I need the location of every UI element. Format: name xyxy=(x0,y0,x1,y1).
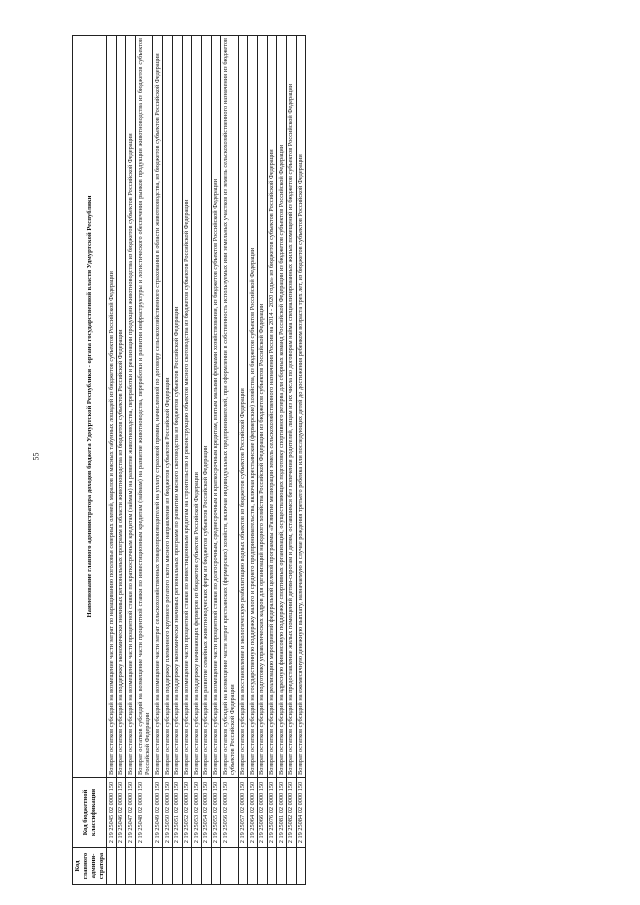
admin-code-cell xyxy=(182,848,192,885)
table-row xyxy=(153,36,163,885)
table-row xyxy=(201,36,211,885)
budget-code-cell: 2 19 25056 02 0000 150 xyxy=(221,778,238,848)
name-cell: Возврат остатков субсидий на реализацию мероприятий федеральной целевой программы «Развитие мелиорации земель сельскохозяйственного назначения России на 2014 - 2020 годы» из бюджетов субъектов Российской Федерации xyxy=(267,36,277,778)
name-cell: Возврат остатков субсидий на возмещение части затрат по наращиванию поголовья северных оленей, маралов и мясных табунных лошадей из бюджетов субъектов Российской Федерации xyxy=(107,36,117,778)
admin-code-cell xyxy=(136,848,153,885)
table-row xyxy=(136,36,153,885)
table-header-row xyxy=(73,36,107,885)
admin-code-cell xyxy=(277,848,287,885)
table-row xyxy=(172,36,182,885)
rotated-page-content xyxy=(72,35,602,885)
budget-code-cell: 2 19 25051 02 0000 150 xyxy=(172,778,182,848)
budget-code-cell: 2 19 25055 02 0000 150 xyxy=(211,778,221,848)
budget-code-cell: 2 19 25076 02 0000 150 xyxy=(267,778,277,848)
name-cell: Возврат остатков субсидий на адресную финансовую поддержку спортивных организаций, осуществляющих подготовку спортивного резерва для сборных команд Российской Федерации из бюджетов субъектов Российской Федерации xyxy=(277,36,287,778)
budget-code-cell: 2 19 25045 02 0000 150 xyxy=(107,778,117,848)
name-cell: Возврат остатков субсидий на подготовку управленческих кадров для организаций народного хозяйства Российской Федерации из бюджетов субъектов Российской Федерации xyxy=(257,36,267,778)
admin-code-cell xyxy=(116,848,126,885)
admin-code-cell xyxy=(211,848,221,885)
table-row xyxy=(221,36,238,885)
admin-code-cell xyxy=(221,848,238,885)
page-number: 55 xyxy=(31,452,41,461)
table-row xyxy=(286,36,296,885)
name-cell: Возврат остатков субсидий на предоставление жилых помещений детям-сиротам и детям, оставшимся без попечения родителей, лицам из их числа по договорам найма специализированных жилых помещений из бюджетов субъектов Российской Федерации xyxy=(286,36,296,778)
admin-code-cell xyxy=(201,848,211,885)
name-cell: Возврат остатков субсидий на государственную поддержку малого и среднего предпринимательства, включая крестьянские (фермерские) хозяйства, из бюджетов субъектов Российской Федерации xyxy=(248,36,258,778)
admin-code-cell xyxy=(172,848,182,885)
table-row xyxy=(238,36,248,885)
budget-code-cell: 2 19 25049 02 0000 150 xyxy=(153,778,163,848)
admin-code-cell xyxy=(192,848,202,885)
admin-code-cell xyxy=(126,848,136,885)
admin-code-cell xyxy=(238,848,248,885)
table-row xyxy=(182,36,192,885)
budget-code-cell: 2 19 25066 02 0000 150 xyxy=(257,778,267,848)
table-row xyxy=(192,36,202,885)
budget-code-cell: 2 19 25064 02 0000 150 xyxy=(248,778,258,848)
name-cell: Возврат остатков субсидий на восстановление и экологическую реабилитацию водных объектов из бюджетов субъектов Российской Федерации xyxy=(238,36,248,778)
table-row xyxy=(248,36,258,885)
budget-code-cell: 2 19 25081 02 0000 150 xyxy=(277,778,287,848)
name-cell: Возврат остатков субсидий на возмещение части затрат сельскохозяйственных товаропроизводителей на уплату страховой премии, начисленной по договору сельскохозяйственного страхования в области животноводства, из бюджетов субъектов Российской Федерации xyxy=(153,36,163,778)
table-row xyxy=(126,36,136,885)
budget-code-cell: 2 19 25048 02 0000 150 xyxy=(136,778,153,848)
header-name: Наименование главного администратора доходов бюджета Удмуртской Республики - органа государственной власти Удмуртской Республики xyxy=(73,36,107,778)
table-row xyxy=(296,36,306,885)
table-row xyxy=(267,36,277,885)
budget-code-cell: 2 19 25052 02 0000 150 xyxy=(182,778,192,848)
budget-code-cell: 2 19 25084 02 0000 150 xyxy=(296,778,306,848)
admin-code-cell xyxy=(257,848,267,885)
name-cell: Возврат остатков субсидий на возмещение части процентной ставки по долгосрочным, среднесрочным и краткосрочным кредитам, взятым малыми формами хозяйствования, из бюджетов субъектов Российской Федерации xyxy=(211,36,221,778)
budget-code-cell: 2 19 25053 02 0000 150 xyxy=(192,778,202,848)
admin-code-cell xyxy=(107,848,117,885)
budget-code-cell: 2 19 25046 02 0000 150 xyxy=(116,778,126,848)
budget-code-cell: 2 19 25057 02 0000 150 xyxy=(238,778,248,848)
name-cell: Возврат остатков субсидий на поддержку экономически значимых региональных программ по развитию мясного скотоводства из бюджетов субъектов Российской Федерации xyxy=(172,36,182,778)
admin-code-cell xyxy=(296,848,306,885)
revenue-codes-table xyxy=(72,35,306,885)
admin-code-cell xyxy=(163,848,173,885)
name-cell: Возврат остатков субсидий на ежемесячную денежную выплату, назначаемую в случае рождения третьего ребенка или последующих детей до достижения ребенком возраста трех лет, из бюджетов субъектов Российской Федерации xyxy=(296,36,306,778)
budget-code-cell: 2 19 25047 02 0000 150 xyxy=(126,778,136,848)
admin-code-cell xyxy=(286,848,296,885)
header-admin-code: Код главного админи-стратора xyxy=(73,848,107,885)
name-cell: Возврат остатков субсидий на поддержку экономически значимых региональных программ в области животноводства из бюджетов субъектов Российской Федерации xyxy=(116,36,126,778)
admin-code-cell xyxy=(267,848,277,885)
table-row xyxy=(211,36,221,885)
name-cell: Возврат остатков субсидий на возмещение части процентной ставки по инвестиционным кредитам (займам) на развитие животноводства, переработки и развития инфраструктуры и логистического обеспечения рынков продукции животноводства из бюджетов субъектов Российской Федерации xyxy=(136,36,153,778)
name-cell: Возврат остатков субсидий на развитие семейных животноводческих ферм из бюджетов субъектов Российской Федерации xyxy=(201,36,211,778)
name-cell: Возврат остатков субсидий на возмещение части процентной ставки по инвестиционным кредитам на строительство и реконструкцию объектов мясного скотоводства из бюджетов субъектов Российской Федерации xyxy=(182,36,192,778)
table-row xyxy=(277,36,287,885)
table-row xyxy=(107,36,117,885)
header-budget-code: Код бюджетной классификации xyxy=(73,778,107,848)
budget-code-cell: 2 19 25054 02 0000 150 xyxy=(201,778,211,848)
name-cell: Возврат остатков субсидий на поддержку начинающих фермеров из бюджетов субъектов Российской Федерации xyxy=(192,36,202,778)
name-cell: Возврат остатков субсидий на поддержку племенного крупного рогатого скота мясного направления из бюджетов субъектов Российской Федерации xyxy=(163,36,173,778)
budget-code-cell: 2 19 25082 02 0000 150 xyxy=(286,778,296,848)
table-row xyxy=(163,36,173,885)
table-row xyxy=(116,36,126,885)
table-body xyxy=(107,36,306,885)
table-row xyxy=(257,36,267,885)
name-cell: Возврат остатков субсидий на возмещение части затрат крестьянских (фермерских) хозяйств, включая индивидуальных предпринимателей, при оформлении в собственность используемых ими земельных участков из земель сельскохозяйственного назначения из бюджетов субъектов Российской Федерации xyxy=(221,36,238,778)
admin-code-cell xyxy=(153,848,163,885)
budget-code-cell: 2 19 25050 02 0000 150 xyxy=(163,778,173,848)
admin-code-cell xyxy=(248,848,258,885)
name-cell: Возврат остатков субсидий на возмещение части процентной ставки по краткосрочным кредитам (займам) на развитие животноводства, переработки и реализации продукции животноводства из бюджетов субъектов Российской Федерации xyxy=(126,36,136,778)
